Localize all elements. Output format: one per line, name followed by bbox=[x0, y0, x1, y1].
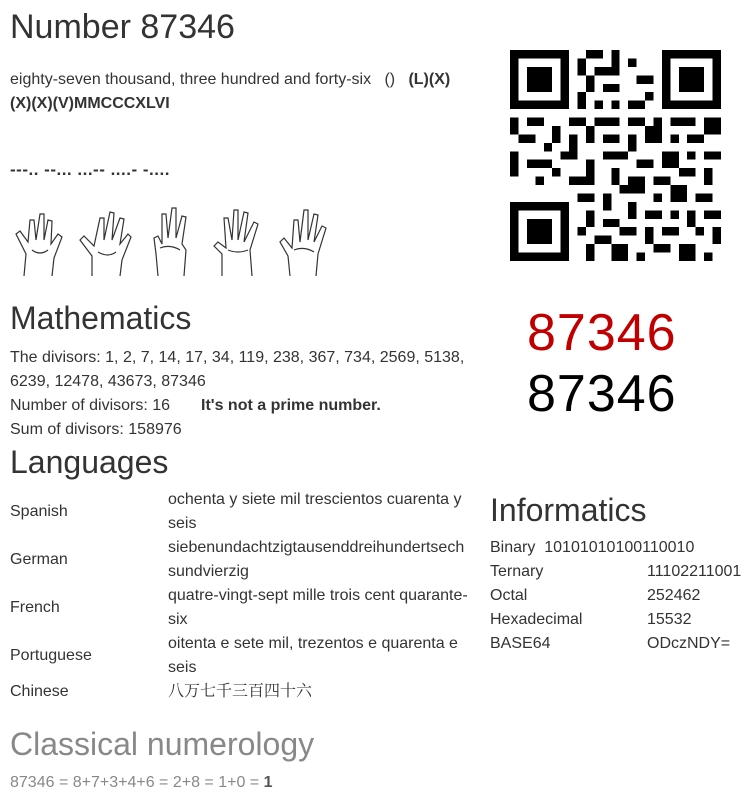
info-label: BASE64 bbox=[490, 635, 551, 652]
hand-8-icon bbox=[10, 204, 68, 278]
language-name: French bbox=[10, 599, 60, 616]
hand-4-icon bbox=[208, 204, 266, 278]
morse-code: ---.. --... ...-- ....- -.... bbox=[10, 160, 170, 179]
info-row-hexadecimal bbox=[490, 608, 741, 632]
divisors-value: 1, 2, 7, 14, 17, 34, 119, 238, 367, 734, 2569, 5138, 6239, 12478, 43673, 87346 bbox=[10, 349, 465, 390]
hand-6-icon bbox=[274, 204, 332, 278]
info-label: Ternary bbox=[490, 563, 544, 580]
language-text: 八万七千三百四十六 bbox=[168, 683, 313, 700]
num-divisors-label: Number of divisors: bbox=[10, 397, 148, 414]
binary-value: 10101010100110010 bbox=[544, 539, 695, 556]
languages-heading: Languages bbox=[10, 444, 169, 480]
page-title: Number 87346 bbox=[10, 8, 235, 46]
hand-7-icon bbox=[76, 204, 134, 278]
language-text: oitenta e sete mil, trezentos e quarenta e seis bbox=[168, 635, 458, 676]
info-value: ODczNDY= bbox=[647, 635, 731, 652]
language-name: German bbox=[10, 551, 68, 568]
info-row-base64 bbox=[490, 632, 741, 656]
prime-status: It's not a prime number. bbox=[201, 397, 381, 414]
informatics-table bbox=[490, 560, 741, 656]
info-label: Octal bbox=[490, 587, 528, 604]
big-number-red: 87346 bbox=[527, 304, 677, 362]
hand-3-icon bbox=[142, 204, 200, 278]
roman-parenthesis: () bbox=[384, 71, 396, 88]
divisors-label: The divisors: bbox=[10, 349, 101, 366]
num-divisors-value: 16 bbox=[152, 397, 171, 414]
info-row-ternary bbox=[490, 560, 741, 584]
number-description bbox=[10, 68, 470, 116]
sum-divisors-label: Sum of divisors: bbox=[10, 421, 124, 438]
num-divisors-line bbox=[10, 394, 170, 418]
language-row-spanish bbox=[10, 488, 470, 536]
language-text: siebenundachtzigtausenddreihundertsech sundvierzig bbox=[168, 539, 465, 580]
info-row-octal bbox=[490, 584, 741, 608]
language-text: ochenta y siete mil trescientos cuarenta y seis bbox=[168, 491, 462, 532]
numerology-line bbox=[10, 771, 273, 795]
info-value: 11102211001 bbox=[647, 563, 742, 580]
binary-label: Binary bbox=[490, 539, 536, 556]
info-label: Hexadecimal bbox=[490, 611, 583, 628]
mathematics-heading: Mathematics bbox=[10, 300, 192, 336]
number-words: eighty-seven thousand, three hundred and forty-six bbox=[10, 71, 372, 88]
language-name: Portuguese bbox=[10, 647, 92, 664]
languages-table bbox=[10, 488, 470, 704]
sum-divisors-value: 158976 bbox=[128, 421, 182, 438]
binary-line bbox=[490, 536, 694, 560]
language-name: Chinese bbox=[10, 683, 69, 700]
language-row-chinese bbox=[10, 680, 470, 704]
language-row-french bbox=[10, 584, 470, 632]
language-row-german bbox=[10, 536, 470, 584]
numerology-result: 1 bbox=[263, 774, 273, 791]
info-value: 15532 bbox=[647, 611, 692, 628]
roman-numeral: (L)(X)(X)(X)(V)MMCCCXLVI bbox=[10, 71, 451, 112]
numerology-formula: 87346 = 8+7+3+4+6 = 2+8 = 1+0 = bbox=[10, 774, 260, 791]
language-name: Spanish bbox=[10, 503, 68, 520]
hand-signs bbox=[10, 204, 332, 278]
divisors-line bbox=[10, 346, 480, 394]
informatics-heading: Informatics bbox=[490, 492, 647, 528]
big-number-black: 87346 bbox=[527, 365, 677, 423]
numerology-heading: Classical numerology bbox=[10, 726, 315, 762]
sum-divisors-line bbox=[10, 418, 182, 442]
qr-code bbox=[510, 50, 721, 261]
info-value: 252462 bbox=[647, 587, 701, 604]
language-row-portuguese bbox=[10, 632, 470, 680]
language-text: quatre-vingt-sept mille trois cent quarante-six bbox=[168, 587, 468, 628]
